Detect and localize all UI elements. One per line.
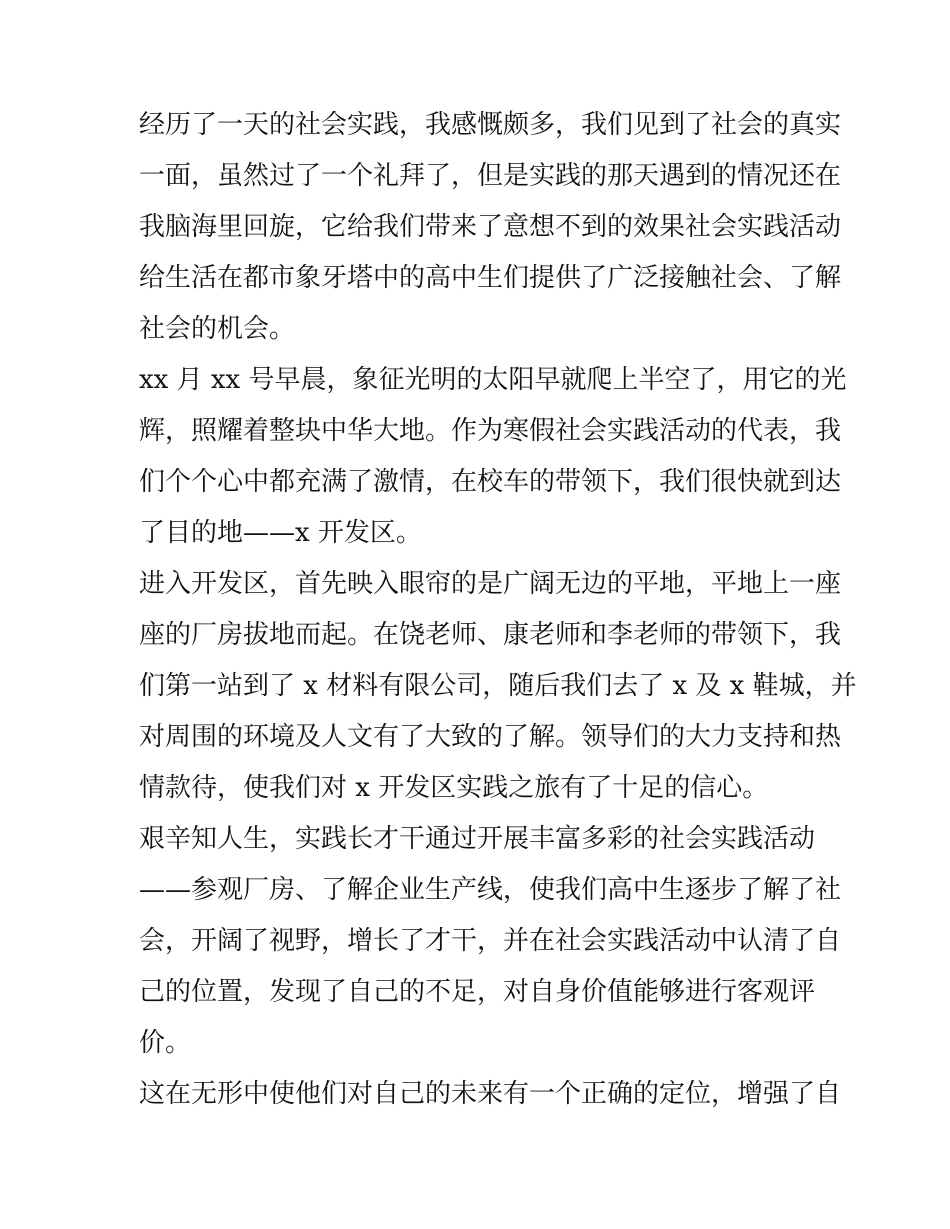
text-line: 们第一站到了 x 材料有限公司，随后我们去了 x 及 x 鞋城，并 [139, 671, 857, 701]
text-line: 对周围的环境及人文有了大致的了解。领导们的大力支持和热 [139, 722, 842, 752]
text-line: 价。 [139, 1028, 192, 1058]
text-line: 会，开阔了视野，增长了才干，并在社会实践活动中认清了自 [139, 926, 842, 956]
text-line: 辉，照耀着整块中华大地。作为寒假社会实践活动的代表，我 [139, 416, 842, 446]
text-line: 座的厂房拔地而起。在饶老师、康老师和李老师的带领下，我 [139, 620, 842, 650]
text-line: xx 月 xx 号早晨，象征光明的太阳早就爬上半空了，用它的光 [139, 365, 847, 395]
text-line: 我脑海里回旋，它给我们带来了意想不到的效果社会实践活动 [139, 212, 842, 242]
text-line: 了目的地——x 开发区。 [139, 518, 422, 548]
text-line: 社会的机会。 [139, 314, 296, 344]
text-line: 己的位置，发现了自己的不足，对自身价值能够进行客观评 [139, 977, 816, 1007]
text-line: 一面，虽然过了一个礼拜了，但是实践的那天遇到的情况还在 [139, 161, 842, 191]
text-line: 们个个心中都充满了激情，在校车的带领下，我们很快就到达 [139, 467, 842, 497]
text-line: ——参观厂房、了解企业生产线，使我们高中生逐步了解了社 [139, 875, 842, 905]
text-line: 艰辛知人生，实践长才干通过开展丰富多彩的社会实践活动 [139, 824, 816, 854]
document-body [139, 100, 857, 1120]
text-line: 进入开发区，首先映入眼帘的是广阔无边的平地，平地上一座 [139, 569, 842, 599]
text-line: 情款待，使我们对 x 开发区实践之旅有了十足的信心。 [139, 773, 769, 803]
text-line: 这在无形中使他们对自己的未来有一个正确的定位，增强了自 [139, 1079, 842, 1109]
text-line: 给生活在都市象牙塔中的高中生们提供了广泛接触社会、了解 [139, 263, 842, 293]
text-line: 经历了一天的社会实践，我感慨颇多，我们见到了社会的真实 [139, 110, 842, 140]
